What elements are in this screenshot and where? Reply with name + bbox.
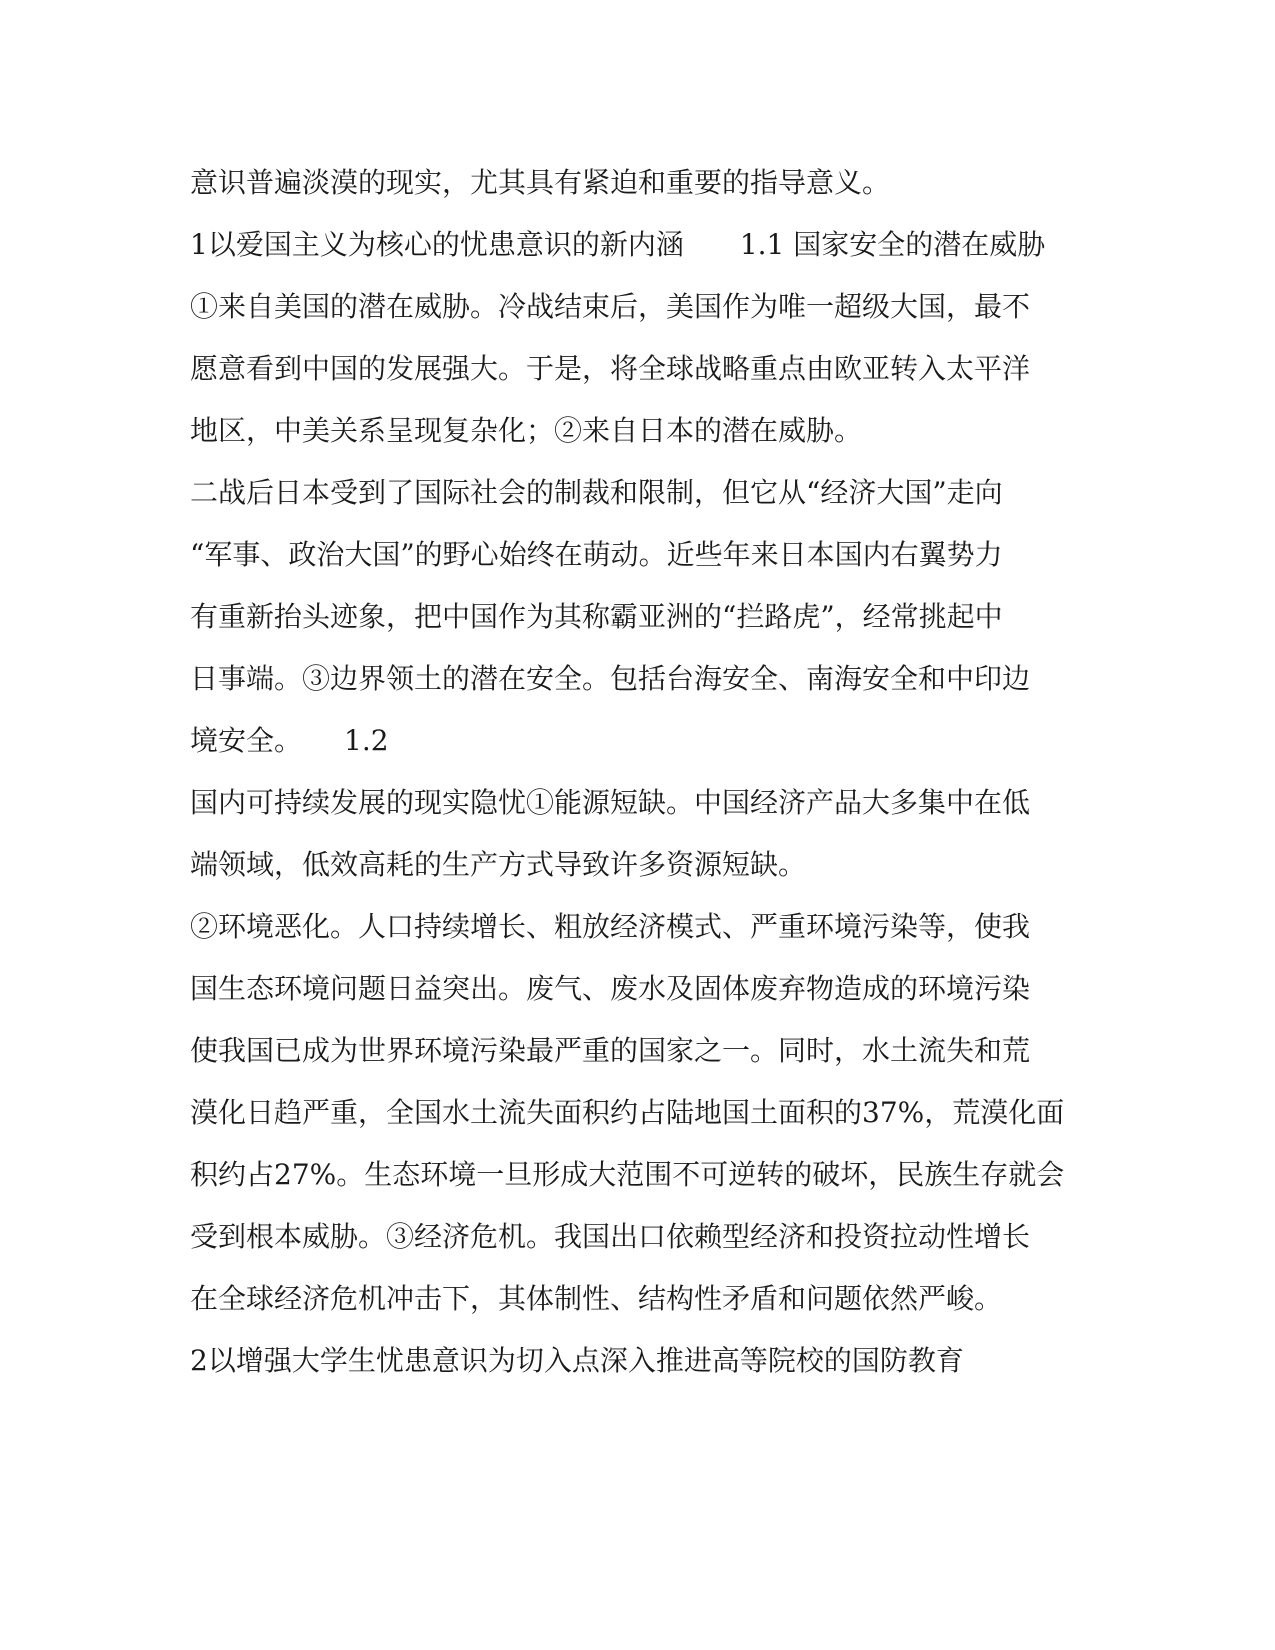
text-line: 有重新抬头迹象，把中国作为其称霸亚洲的“拦路虎”，经常挑起中 <box>190 600 1003 633</box>
text-line: 积约占27%。生态环境一旦形成大范围不可逆转的破坏，民族生存就会 <box>190 1158 1065 1191</box>
text-line: 在全球经济危机冲击下，其体制性、结构性矛盾和问题依然严峻。 <box>190 1282 1003 1315</box>
text-line: 2以增强大学生忧患意识为切入点深入推进高等院校的国防教育 <box>190 1344 964 1377</box>
text-line: 端领域，低效高耗的生产方式导致许多资源短缺。 <box>190 848 807 881</box>
text-line: 国生态环境问题日益突出。废气、废水及固体废弃物造成的环境污染 <box>190 972 1031 1005</box>
text-line: 境安全。 1.2 <box>190 724 389 757</box>
text-line: 二战后日本受到了国际社会的制裁和限制，但它从“经济大国”走向 <box>190 476 1003 509</box>
text-line: 地区，中美关系呈现复杂化；②来自日本的潜在威胁。 <box>190 414 863 447</box>
text-line: 使我国已成为世界环境污染最严重的国家之一。同时，水土流失和荒 <box>190 1034 1031 1067</box>
text-line: 意识普遍淡漠的现实，尤其具有紧迫和重要的指导意义。 <box>190 166 891 199</box>
text-line: 国内可持续发展的现实隐忧①能源短缺。中国经济产品大多集中在低 <box>190 786 1031 819</box>
text-line: ①来自美国的潜在威胁。冷战结束后，美国作为唯一超级大国，最不 <box>190 290 1031 323</box>
text-line: “军事、政治大国”的野心始终在萌动。近些年来日本国内右翼势力 <box>190 538 1003 571</box>
text-line: ②环境恶化。人口持续增长、粗放经济模式、严重环境污染等，使我 <box>190 910 1031 943</box>
text-line: 愿意看到中国的发展强大。于是，将全球战略重点由欧亚转入太平洋 <box>190 352 1031 385</box>
text-line: 1以爱国主义为核心的忧患意识的新内涵 1.1 国家安全的潜在威胁 <box>190 228 1046 261</box>
text-line: 日事端。③边界领土的潜在安全。包括台海安全、南海安全和中印边 <box>190 662 1031 695</box>
text-line: 漠化日趋严重，全国水土流失面积约占陆地国土面积的37%，荒漠化面 <box>190 1096 1065 1129</box>
text-line: 受到根本威胁。③经济危机。我国出口依赖型经济和投资拉动性增长 <box>190 1220 1031 1253</box>
